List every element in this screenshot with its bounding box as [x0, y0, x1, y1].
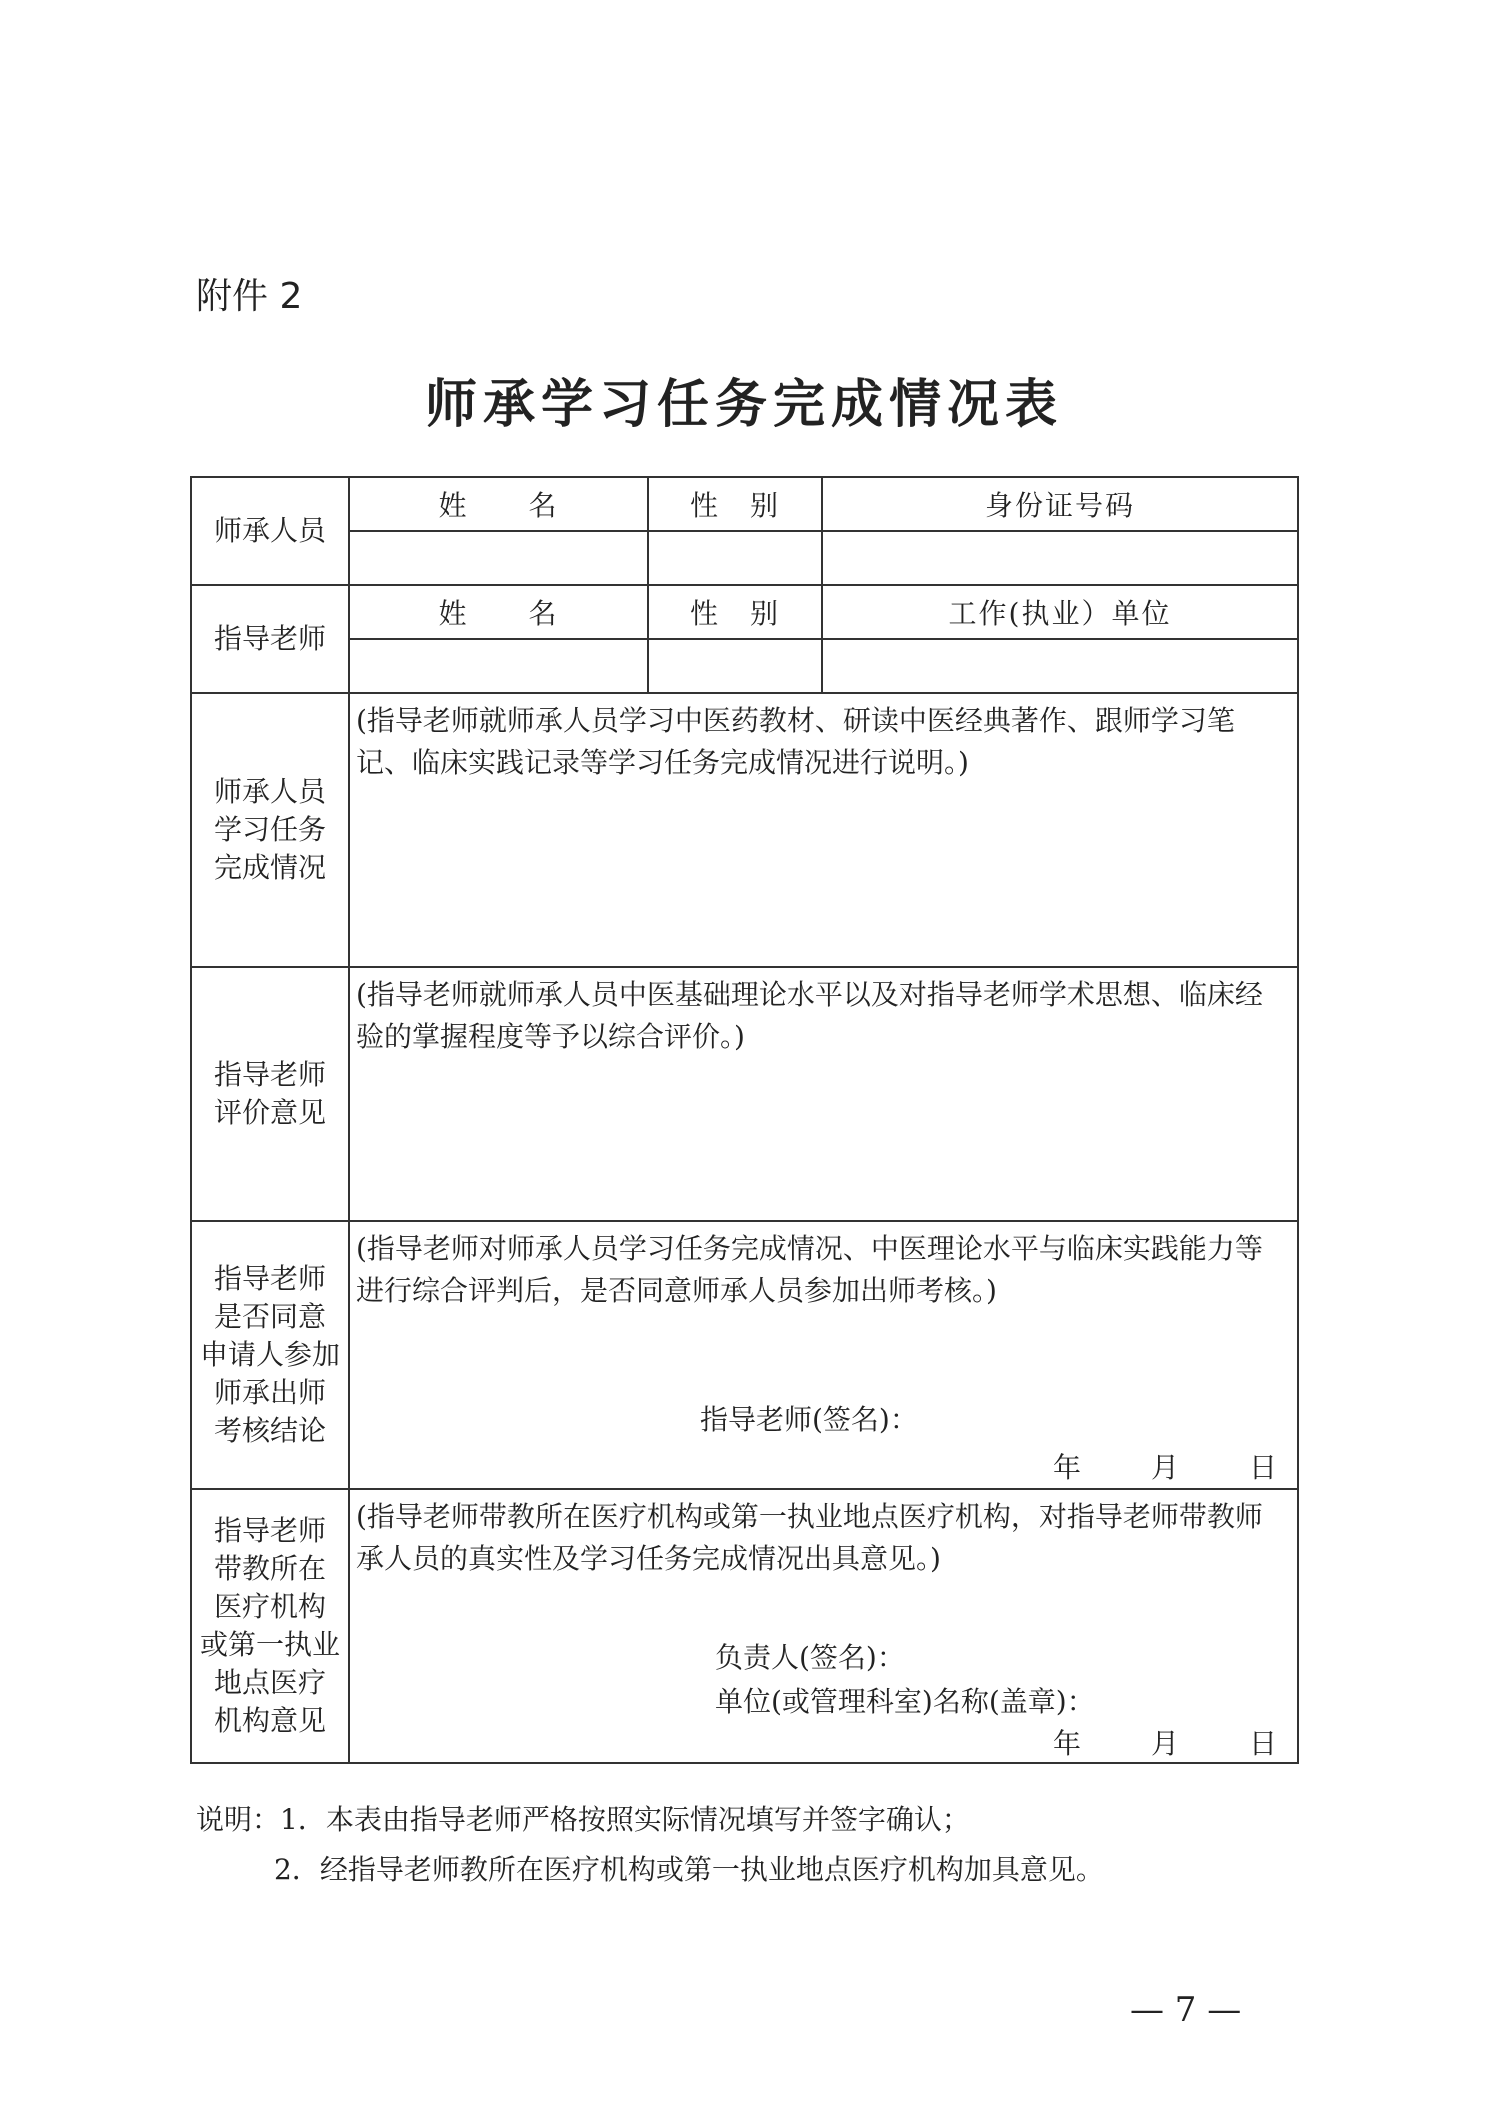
- teacher-unit-field[interactable]: [822, 639, 1298, 693]
- apprentice-name-field[interactable]: [349, 531, 648, 585]
- teacher-signature-label: 指导老师(签名)：: [700, 1403, 918, 1436]
- completion-label: [191, 693, 349, 967]
- completion-field[interactable]: [349, 693, 1298, 967]
- completion-instruction: (指导老师就师承人员学习中医药教材、研读中医经典著作、跟师学习笔记、临床实践记录等学习任务完成情况进行说明。): [356, 704, 1235, 779]
- responsible-signature-label: 负责人(签名)：: [715, 1641, 905, 1674]
- apprentice-name-header: 姓 名: [349, 477, 648, 531]
- teacher-gender-header: 性 别: [648, 585, 822, 639]
- apprentice-gender-header: 性 别: [648, 477, 822, 531]
- institution-instruction: (指导老师带教所在医疗机构或第一执业地点医疗机构，对指导老师带教师承人员的真实性及学习任务完成情况出具意见。): [356, 1500, 1263, 1575]
- evaluation-label-line: 评价意见: [213, 1096, 326, 1129]
- consent-instruction: (指导老师对师承人员学习任务完成情况、中医理论水平与临床实践能力等进行综合评判后，是否同意师承人员参加出师考核。): [356, 1232, 1263, 1307]
- date-month: 月: [1150, 1727, 1179, 1760]
- consent-label: [191, 1221, 349, 1489]
- consent-label-line: 考核结论: [213, 1414, 326, 1447]
- evaluation-field[interactable]: [349, 967, 1298, 1221]
- explanation-line-1: [196, 1795, 1104, 1845]
- page-number: — 7 —: [1130, 1990, 1242, 2030]
- institution-label-line: 或第一执业: [199, 1628, 340, 1661]
- apprentice-id-field[interactable]: [822, 531, 1298, 585]
- consent-field[interactable]: [349, 1221, 1298, 1489]
- teacher-unit-header: 工作(执业）单位: [822, 585, 1298, 639]
- teacher-gender-field[interactable]: [648, 639, 822, 693]
- date-year: 年: [1052, 1727, 1081, 1760]
- apprentice-id-header: 身份证号码: [822, 477, 1298, 531]
- institution-label-line: 带教所在: [213, 1552, 326, 1585]
- date-day: 日: [1248, 1451, 1277, 1484]
- consent-label-line: 指导老师: [213, 1262, 326, 1295]
- evaluation-label-line: 指导老师: [213, 1058, 326, 1091]
- date-year: 年: [1052, 1451, 1081, 1484]
- consent-label-line: 师承出师: [213, 1376, 326, 1409]
- teacher-label: 指导老师: [191, 585, 349, 693]
- institution-field[interactable]: [349, 1489, 1298, 1763]
- apprentice-gender-field[interactable]: [648, 531, 822, 585]
- explanation-item-1: 1．本表由指导老师严格按照实际情况填写并签字确认；: [280, 1803, 970, 1836]
- institution-label-line: 地点医疗: [213, 1666, 326, 1699]
- evaluation-label: [191, 967, 349, 1221]
- explanation-item-2: 2．经指导老师教所在医疗机构或第一执业地点医疗机构加具意见。: [274, 1853, 1104, 1886]
- institution-label-line: 医疗机构: [213, 1590, 326, 1623]
- completion-form-table: [190, 476, 1299, 1764]
- attachment-label: 附件 2: [196, 276, 303, 317]
- completion-label-line: 师承人员: [213, 775, 326, 808]
- consent-label-line: 申请人参加: [199, 1338, 340, 1371]
- completion-label-line: 学习任务: [213, 813, 326, 846]
- teacher-name-field[interactable]: [349, 639, 648, 693]
- explanation-block: [196, 1795, 1104, 1895]
- date-month: 月: [1150, 1451, 1179, 1484]
- institution-label: [191, 1489, 349, 1763]
- consent-date: [1053, 1446, 1277, 1486]
- explanation-prefix: 说明：: [196, 1803, 281, 1836]
- teacher-name-header: 姓 名: [349, 585, 648, 639]
- institution-date: [1053, 1722, 1277, 1762]
- apprentice-label: 师承人员: [191, 477, 349, 585]
- unit-seal-label: 单位(或管理科室)名称(盖章)：: [715, 1685, 1095, 1718]
- page-title: 师承学习任务完成情况表: [424, 374, 1063, 435]
- institution-label-line: 机构意见: [213, 1704, 326, 1737]
- evaluation-instruction: (指导老师就师承人员中医基础理论水平以及对指导老师学术思想、临床经验的掌握程度等予以综合评价。): [356, 978, 1263, 1053]
- consent-label-line: 是否同意: [213, 1300, 326, 1333]
- completion-label-line: 完成情况: [213, 851, 326, 884]
- institution-label-line: 指导老师: [213, 1514, 326, 1547]
- date-day: 日: [1248, 1727, 1277, 1760]
